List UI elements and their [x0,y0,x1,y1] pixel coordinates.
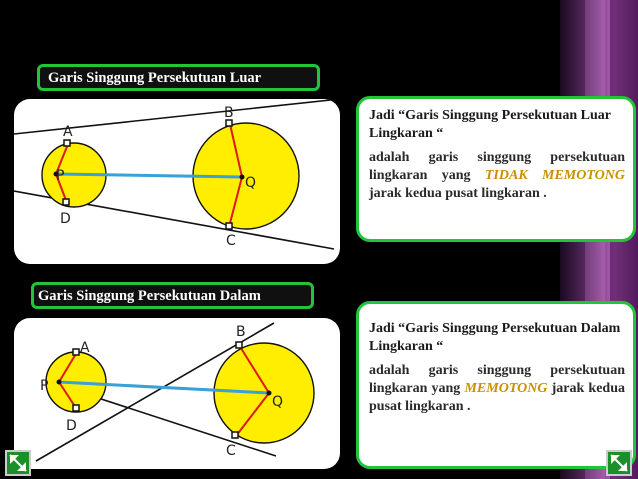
center-p [57,380,62,385]
right-angle-a [64,140,70,146]
note-inner-tangent [356,301,636,469]
note-inner-highlight: MEMOTONG [464,381,548,396]
diagram-inner-tangent-svg [14,318,340,469]
label-d: D [60,211,71,227]
expand-arrows-icon [608,452,630,474]
label-c: C [226,443,236,459]
section-title-inner-text: Garis Singgung Persekutuan Dalam [38,288,261,304]
note-outer-tangent [356,96,636,242]
right-angle-d [63,199,69,205]
right-angle-c [226,223,232,229]
diagram-outer-tangent [14,99,340,264]
label-p: P [56,168,65,184]
label-b: B [224,105,234,121]
nav-back-button[interactable] [5,450,31,476]
section-title-outer [37,64,320,91]
nav-forward-button[interactable] [606,450,632,476]
section-title-inner [31,282,314,309]
right-angle-c [232,432,238,438]
label-b: B [236,324,246,340]
label-c: C [226,233,236,249]
label-p: P [40,378,49,394]
label-a: A [80,340,90,356]
note-outer-body: adalah garis singgung persekutuan lingkaran yang TIDAK MEMOTONG jarak kedua pusat lingkaran . [369,150,626,201]
label-q: Q [245,175,257,191]
label-q: Q [272,394,284,410]
expand-arrows-icon [7,452,29,474]
section-title-outer-text: Garis Singgung Persekutuan Luar [48,70,262,86]
label-a: A [63,124,73,140]
diagram-inner-tangent [14,318,340,469]
note-inner-body: adalah garis singgung persekutuan lingkaran yang MEMOTONG jarak kedua pusat lingkaran . [369,363,626,414]
right-angle-a [73,349,79,355]
right-angle-b [236,342,242,348]
note-inner-heading: Jadi “Garis Singgung Persekutuan Dalam Lingkaran “ [369,321,621,354]
note-outer-highlight: TIDAK MEMOTONG [484,168,626,183]
center-q [267,391,272,396]
diagram-outer-tangent-svg [14,99,340,264]
label-d: D [66,418,77,434]
right-angle-d [73,405,79,411]
note-outer-heading: Jadi “Garis Singgung Persekutuan Luar Lingkaran “ [369,108,611,141]
center-q [240,175,245,180]
